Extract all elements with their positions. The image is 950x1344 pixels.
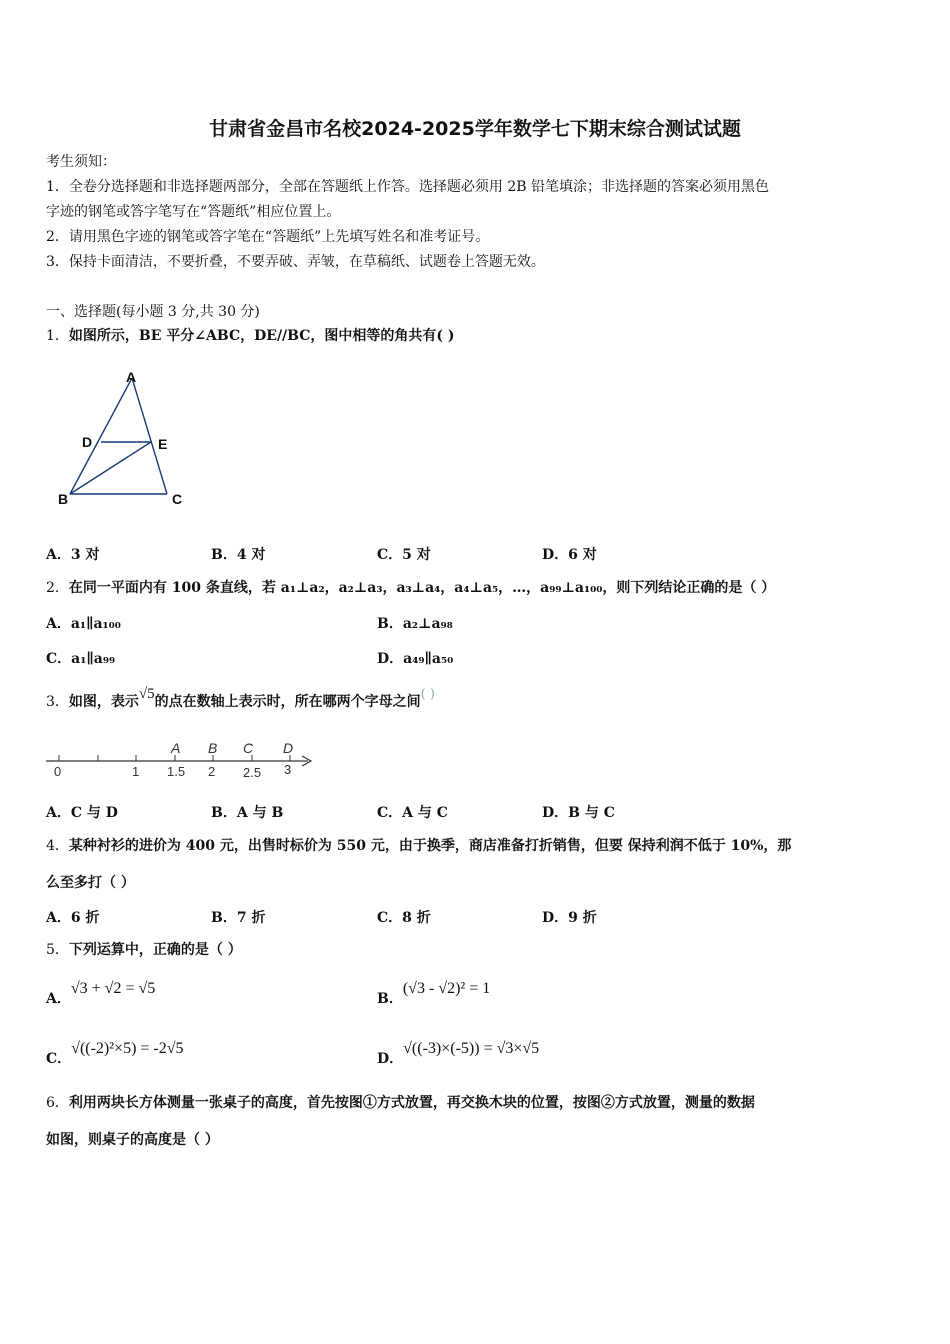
q3-option-b[interactable]: B．A 与 B xyxy=(211,805,284,821)
q1-option-c[interactable]: C．5 对 xyxy=(377,547,431,563)
q1-option-a[interactable]: A．3 对 xyxy=(46,547,100,563)
notice-line-2: 2．请用黑色字迹的钢笔或答字笔在“答题纸”上先填写姓名和准考证号。 xyxy=(46,229,490,245)
q5-option-d[interactable] xyxy=(377,1038,540,1067)
option-formula: √((-3)×(-5)) = √3×√5 xyxy=(403,1040,540,1057)
question-number: 6． xyxy=(46,1095,69,1111)
axis-letter-a: A xyxy=(171,740,181,756)
q2-option-b[interactable]: B．a₂⊥a₉₈ xyxy=(377,616,453,632)
tick-label-2: 2 xyxy=(208,764,216,779)
q3-option-a[interactable]: A．C 与 D xyxy=(46,805,118,821)
question-text: 下列运算中，正确的是（ ） xyxy=(68,942,242,958)
q4-option-c[interactable]: C．8 折 xyxy=(377,910,431,926)
question-text-pre: 如图，表示 xyxy=(68,694,139,710)
answer-paren: ( ) xyxy=(420,687,435,702)
option-formula: √((-2)²×5) = -2√5 xyxy=(71,1040,184,1057)
q5-option-b[interactable] xyxy=(377,978,491,1007)
q1-option-d[interactable]: D．6 对 xyxy=(542,547,597,563)
page-title: 甘肃省金昌市名校2024-2025学年数学七下期末综合测试试题 xyxy=(209,118,741,140)
question-text: 在同一平面内有 100 条直线，若 a₁⊥a₂，a₂⊥a₃，a₃⊥a₄，a₄⊥a₅，…，a₉₉⊥a₁₀₀，则下列结论正确的是（ ） xyxy=(68,580,776,596)
question-6 xyxy=(46,1093,755,1113)
question-number: 4． xyxy=(46,838,69,854)
tick-label-1: 1 xyxy=(132,764,140,779)
option-label: B． xyxy=(377,991,403,1007)
axis-letter-b: B xyxy=(208,740,218,756)
question-3 xyxy=(46,686,435,713)
question-number: 1． xyxy=(46,328,69,344)
question-2 xyxy=(46,578,775,598)
label-b: B xyxy=(58,491,69,507)
question-text-post: 的点在数轴上表示时，所在哪两个字母之间 xyxy=(154,694,421,710)
question-4-cont: 么至多打（ ） xyxy=(46,875,135,891)
axis-letter-c: C xyxy=(243,740,254,756)
question-1 xyxy=(46,326,455,346)
question-number: 2． xyxy=(46,580,69,596)
q3-option-d[interactable]: D．B 与 C xyxy=(542,805,615,821)
tick-label-1-5: 1.5 xyxy=(167,764,186,779)
triangle-figure xyxy=(50,366,200,516)
q5-option-a[interactable] xyxy=(46,978,156,1007)
axis-letter-d: D xyxy=(283,740,294,756)
option-label: D． xyxy=(377,1051,404,1067)
tick-label-0: 0 xyxy=(54,764,62,779)
label-c: C xyxy=(172,491,183,507)
notice-heading: 考生须知： xyxy=(46,154,116,170)
question-text-a: 利用两块长方体测量一张桌子的高度，首先按图①方式放置，再交换木块的位置，按图②方式放置，测量的数据 xyxy=(68,1095,755,1111)
q4-option-d[interactable]: D．9 折 xyxy=(542,910,597,926)
option-label: C． xyxy=(46,1051,72,1067)
q3-option-c[interactable]: C．A 与 C xyxy=(377,805,448,821)
notice-line-1b: 字迹的钢笔或答字笔写在“答题纸”相应位置上。 xyxy=(46,204,341,220)
q1-option-b[interactable]: B．4 对 xyxy=(211,547,266,563)
question-6-cont: 如图，则桌子的高度是（ ） xyxy=(46,1132,219,1148)
question-text: 如图所示，BE 平分∠ABC，DE//BC，图中相等的角共有( ) xyxy=(68,328,455,344)
section-heading: 一、选择题(每小题 3 分,共 30 分) xyxy=(46,304,260,320)
label-d: D xyxy=(82,434,93,450)
q4-option-a[interactable]: A．6 折 xyxy=(46,910,100,926)
question-4 xyxy=(46,836,791,856)
label-a: A xyxy=(126,369,137,385)
q2-option-d[interactable]: D．a₄₉∥a₅₀ xyxy=(377,651,454,667)
q4-option-b[interactable]: B．7 折 xyxy=(211,910,266,926)
label-e: E xyxy=(158,436,168,452)
tick-label-3: 3 xyxy=(284,762,292,777)
option-formula: √3 + √2 = √5 xyxy=(70,980,156,997)
option-label: A． xyxy=(46,991,71,1007)
q2-option-a[interactable]: A．a₁∥a₁₀₀ xyxy=(46,616,121,632)
question-text-a: 某种衬衫的进价为 400 元，出售时标价为 550 元，由于换季，商店准备打折销售，但要 保持利润不低于 10%，那 xyxy=(68,838,792,854)
side-ab xyxy=(70,378,132,494)
q2-option-c[interactable]: C．a₁∥a₉₉ xyxy=(46,651,116,667)
question-number: 5． xyxy=(46,942,69,958)
option-formula: (√3 - √2)² = 1 xyxy=(402,980,491,997)
notice-line-1a: 1．全卷分选择题和非选择题两部分，全部在答题纸上作答。选择题必须用 2B 铅笔填涂；非选择题的答案必须用黑色 xyxy=(46,179,769,195)
question-5 xyxy=(46,940,242,960)
notice-line-3: 3．保持卡面清洁，不要折叠，不要弄破、弄皱，在草稿纸、试题卷上答题无效。 xyxy=(46,254,545,270)
question-number: 3． xyxy=(46,694,69,710)
number-line xyxy=(40,734,330,784)
sqrt5-radical: √5 xyxy=(138,686,155,702)
tick-label-2-5: 2.5 xyxy=(243,765,262,780)
q5-option-c[interactable] xyxy=(46,1038,184,1067)
